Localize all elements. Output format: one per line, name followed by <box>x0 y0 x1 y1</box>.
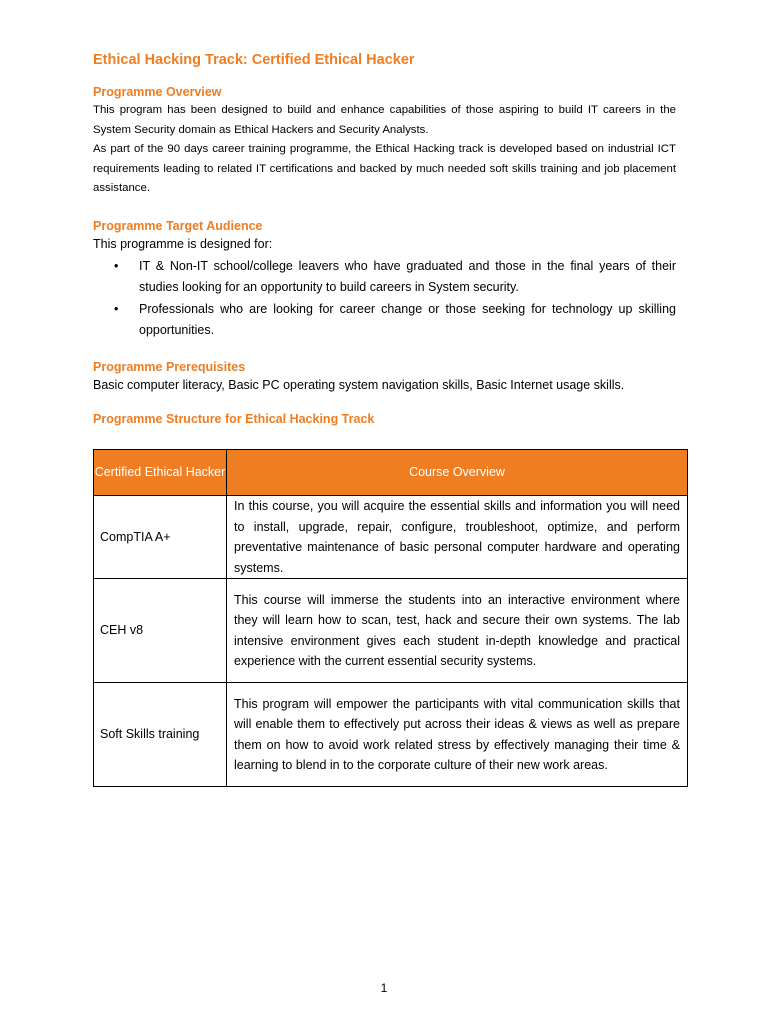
course-name: Soft Skills training <box>94 683 227 787</box>
overview-paragraph-1: This program has been designed to build and enhance capabilities of those aspiring to build IT careers in the System Security domain as Ethical Hackers and Security Analysts. <box>93 104 676 136</box>
bullet-icon: • <box>114 259 119 273</box>
course-name: CEH v8 <box>94 579 227 683</box>
course-name: CompTIA A+ <box>94 496 227 579</box>
overview-paragraph-2: As part of the 90 days career training programme, the Ethical Hacking track is developed based on industrial ICT requirements leading to related IT certifications and backed by much needed soft skills training and job placement assistance. <box>93 143 676 194</box>
structure-heading: Programme Structure for Ethical Hacking Track <box>93 411 375 426</box>
column-header-certification: Certified Ethical Hacker <box>94 450 227 496</box>
prerequisites-text: Basic computer literacy, Basic PC operating system navigation skills, Basic Internet usage skills. <box>93 378 625 392</box>
course-overview: This program will empower the participants with vital communication skills that will enable them to effectively put across their ideas & views as well as prepare them on how to avoid work related stress by effectively managing their time & learning to blend in to the corporate culture of their new work areas. <box>227 683 688 787</box>
column-header-overview: Course Overview <box>227 450 688 496</box>
page-number: 1 <box>380 981 388 995</box>
table-row <box>94 579 688 683</box>
audience-intro: This programme is designed for: <box>93 236 273 251</box>
table-row <box>94 683 688 787</box>
audience-list <box>93 256 676 340</box>
programme-structure-table <box>93 449 688 787</box>
list-item <box>93 299 676 340</box>
list-item-text: IT & Non-IT school/college leavers who have graduated and those in the final years of their studies looking for an opportunity to build careers in System security. <box>139 259 676 294</box>
list-item <box>93 256 676 297</box>
course-overview: In this course, you will acquire the essential skills and information you will need to install, upgrade, repair, configure, troubleshoot, optimize, and perform preventative maintenance of basic personal computer hardware and operating systems. <box>227 496 688 579</box>
audience-heading: Programme Target Audience <box>93 218 263 233</box>
document-body <box>93 50 676 428</box>
document-title: Ethical Hacking Track: Certified Ethical Hacker <box>93 52 415 68</box>
table-header-row <box>94 450 688 496</box>
prerequisites-heading: Programme Prerequisites <box>93 360 246 374</box>
course-overview: This course will immerse the students into an interactive environment where they will learn how to scan, test, hack and secure their own systems. The lab intensive environment gives each student in-depth knowledge and practical experience with the current essential security systems. <box>227 579 688 683</box>
list-item-text: Professionals who are looking for career change or those seeking for technology up skilling opportunities. <box>139 302 676 337</box>
overview-heading: Programme Overview <box>93 85 222 99</box>
bullet-icon: • <box>114 302 119 316</box>
table-row <box>94 496 688 579</box>
